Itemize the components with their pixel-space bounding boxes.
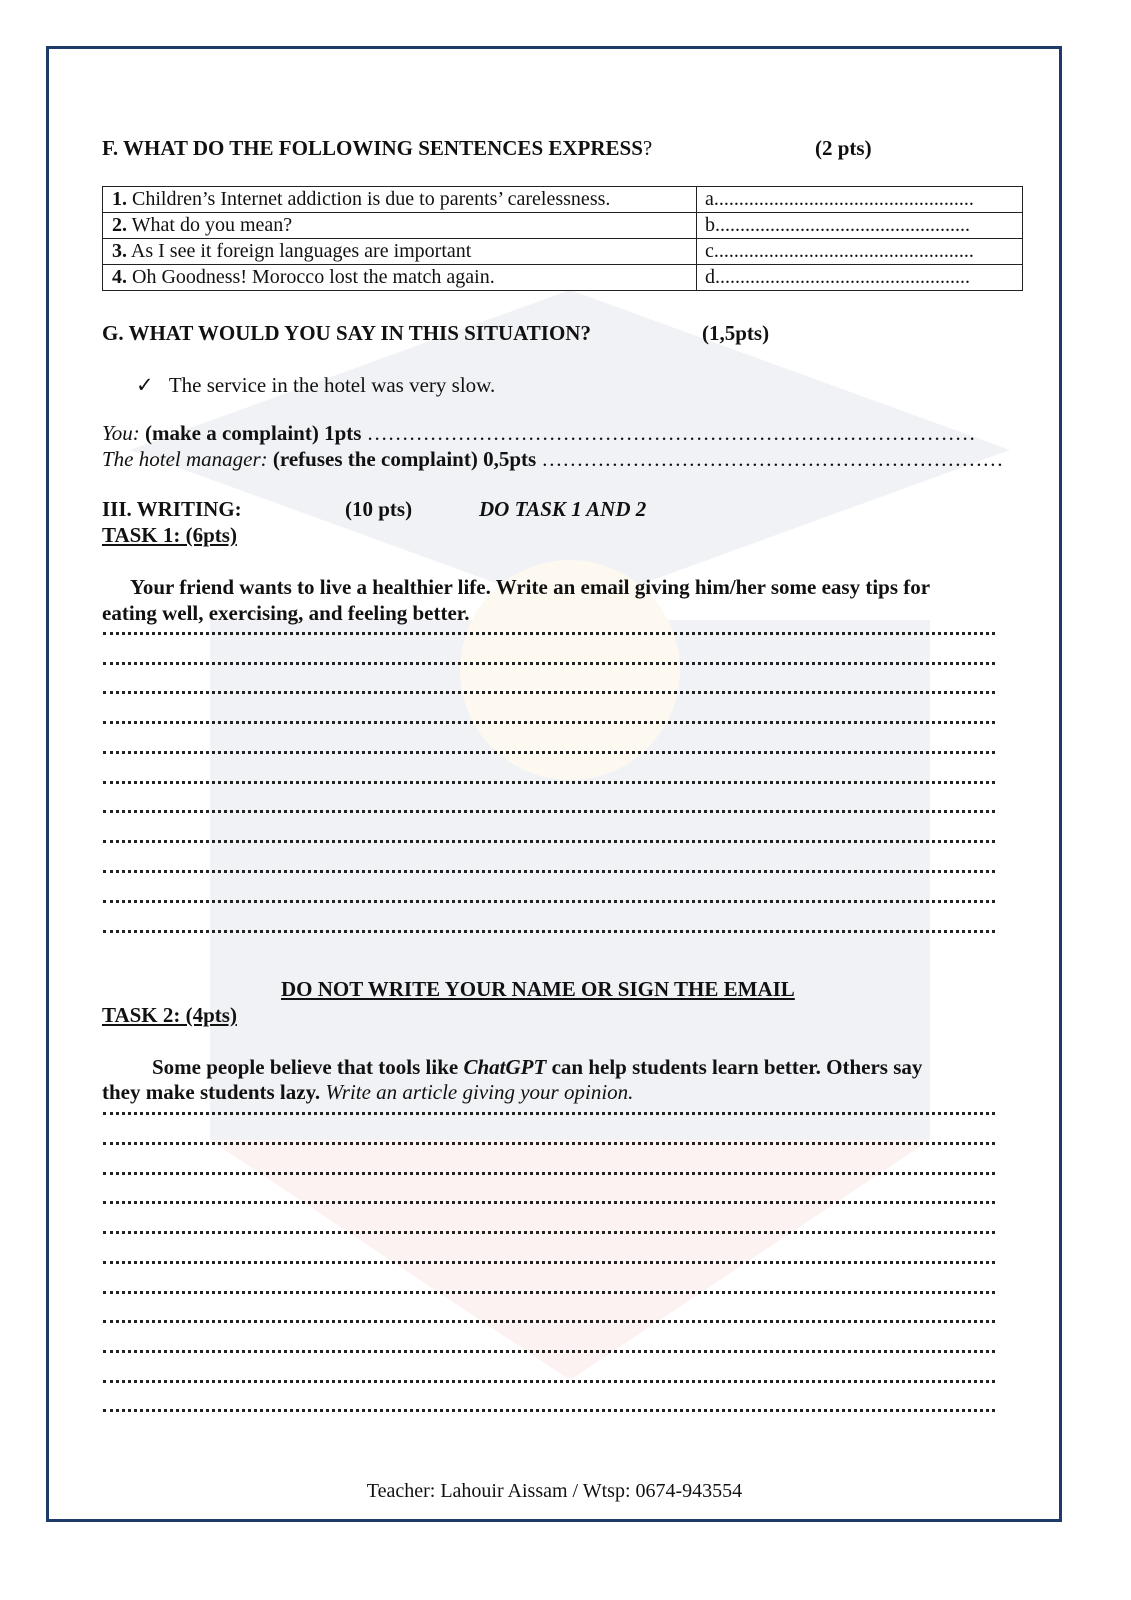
- section-f-points: (2 pts): [815, 136, 872, 160]
- task1-writing-line[interactable]: [103, 781, 995, 784]
- table-row: 4. Oh Goodness! Morocco lost the match again. d...................................................: [103, 265, 1023, 291]
- answer-field[interactable]: a....................................................: [697, 187, 1023, 213]
- manager-answer-field[interactable]: …………………………………………………………: [541, 447, 1004, 471]
- table-row: 1. Children’s Internet addiction is due to parents’ carelessness. a....................................................: [103, 187, 1023, 213]
- task1-writing-line[interactable]: [103, 691, 995, 694]
- task1-writing-line[interactable]: [103, 662, 995, 665]
- task1-writing-line[interactable]: [103, 751, 995, 754]
- task2-writing-line[interactable]: [103, 1409, 995, 1412]
- situation-item: ✓ The service in the hotel was very slow.: [136, 373, 496, 397]
- task1-writing-line[interactable]: [103, 930, 995, 933]
- task2-prompt-cont: they make students lazy. Write an article giving your opinion.: [102, 1080, 634, 1104]
- task1-prompt-cont: eating well, exercising, and feeling better.: [102, 601, 470, 625]
- you-response-line: You: (make a complaint) 1pts ……………………………………………………………………………: [102, 421, 976, 445]
- check-icon: ✓: [136, 373, 154, 397]
- answer-field[interactable]: b...................................................: [697, 213, 1023, 239]
- answer-field[interactable]: d...................................................: [697, 265, 1023, 291]
- task2-writing-line[interactable]: [103, 1172, 995, 1175]
- task1-writing-line[interactable]: [103, 632, 995, 635]
- task2-writing-line[interactable]: [103, 1320, 995, 1323]
- section-g-points: (1,5pts): [702, 321, 770, 345]
- task2-writing-line[interactable]: [103, 1261, 995, 1264]
- writing-heading: III. WRITING:: [102, 497, 242, 521]
- task1-prompt: Your friend wants to live a healthier life. Write an email giving him/her some easy tips for: [130, 575, 931, 599]
- task2-writing-line[interactable]: [103, 1201, 995, 1204]
- task1-label: TASK 1: (6pts): [102, 523, 237, 547]
- task2-writing-line[interactable]: [103, 1112, 995, 1115]
- table-row: 2. What do you mean? b...................................................: [103, 213, 1023, 239]
- section-g-heading: G. WHAT WOULD YOU SAY IN THIS SITUATION?: [102, 321, 591, 345]
- writing-points: (10 pts): [345, 497, 413, 521]
- task1-writing-line[interactable]: [103, 900, 995, 903]
- task2-writing-line[interactable]: [103, 1380, 995, 1383]
- task1-writing-line[interactable]: [103, 870, 995, 873]
- task1-writing-line[interactable]: [103, 810, 995, 813]
- task2-prompt: Some people believe that tools like ChatGPT can help students learn better. Others say: [152, 1055, 923, 1079]
- task2-writing-line[interactable]: [103, 1142, 995, 1145]
- answer-field[interactable]: c....................................................: [697, 239, 1023, 265]
- task2-writing-line[interactable]: [103, 1291, 995, 1294]
- manager-response-line: The hotel manager: (refuses the complaint) 0,5pts …………………………………………………………: [102, 447, 1004, 471]
- task2-label: TASK 2: (4pts): [102, 1003, 237, 1027]
- section-f-heading: F. WHAT DO THE FOLLOWING SENTENCES EXPRESS?: [102, 136, 653, 160]
- footer-credit: Teacher: Lahouir Aissam / Wtsp: 0674-943554: [366, 1480, 743, 1502]
- task1-warning: DO NOT WRITE YOUR NAME OR SIGN THE EMAIL: [281, 977, 795, 1001]
- writing-instruction: DO TASK 1 AND 2: [479, 497, 647, 521]
- task1-writing-line[interactable]: [103, 840, 995, 843]
- table-row: 3. As I see it foreign languages are important c....................................................: [103, 239, 1023, 265]
- task2-writing-line[interactable]: [103, 1231, 995, 1234]
- you-answer-field[interactable]: ……………………………………………………………………………: [366, 421, 976, 445]
- task2-writing-line[interactable]: [103, 1350, 995, 1353]
- expressions-table: [102, 186, 1023, 291]
- task1-writing-line[interactable]: [103, 721, 995, 724]
